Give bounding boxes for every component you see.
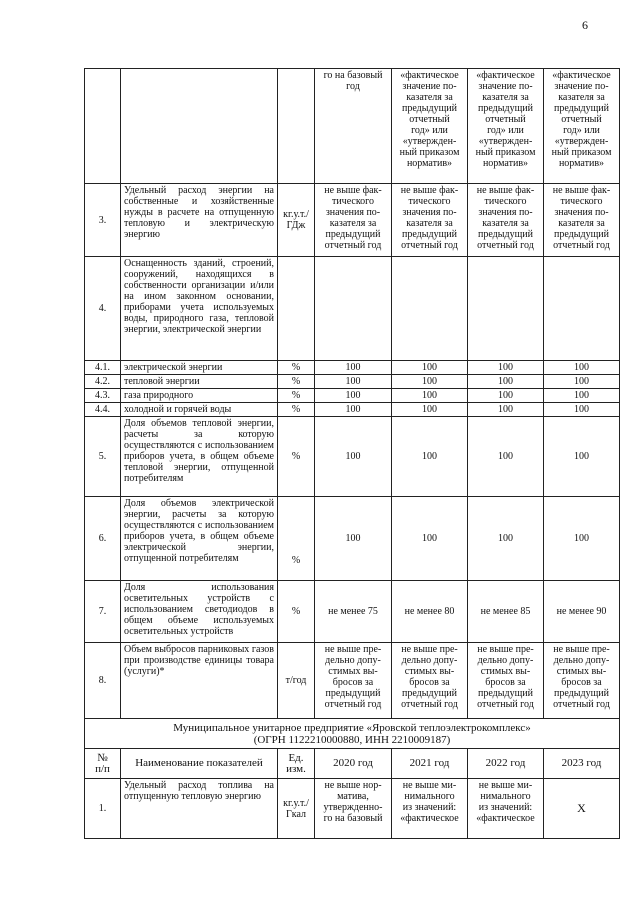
cell-value: X (544, 779, 620, 839)
cell-value (468, 257, 544, 361)
cell-value: 100 (468, 497, 544, 581)
cell-name: Оснащенность зданий, строений, сооружений, находящихся в собственности организации и/или на ином законном основании, приборами учета используемых воды, природного газа, тепловой энергии, электрической энергии (121, 257, 278, 361)
header-unit: Ед. изм. (278, 749, 315, 779)
cell-num: 7. (85, 581, 121, 643)
header-2021: 2021 год (392, 749, 468, 779)
cell-value: не выше фак- тического значения по- казателя за предыдущий отчетный год (468, 184, 544, 257)
cell-unit: % (278, 417, 315, 497)
cell-name: электрической энергии (121, 361, 278, 375)
org-name: Муниципальное унитарное предприятие «Яровской теплоэлектрокомплекс» (173, 721, 531, 734)
cell-2022: «фактическое значение по- казателя за предыдущий отчетный год» или «утвержден- ный приказом норматив» (468, 69, 544, 184)
cell-num: 4.1. (85, 361, 121, 375)
cell-value: не выше пре- дельно допу- стимых вы- бросов за предыдущий отчетный год (544, 643, 620, 719)
cell-value: 100 (544, 361, 620, 375)
cell-value: 100 (315, 361, 392, 375)
cell-value: 100 (468, 375, 544, 389)
table-row (85, 184, 620, 257)
cell-unit: кг.у.т./ Гкал (278, 779, 315, 839)
table-row (85, 581, 620, 643)
org-ids: (ОГРН 1122210000880, ИНН 2210009187) (253, 733, 451, 746)
cell-2020: го на базовый год (315, 69, 392, 184)
cell-value: не выше фак- тического значения по- казателя за предыдущий отчетный год (315, 184, 392, 257)
table-row (85, 417, 620, 497)
cell-num: 3. (85, 184, 121, 257)
cell-value: 100 (468, 417, 544, 497)
cell-num: 4.2. (85, 375, 121, 389)
cell-num: 5. (85, 417, 121, 497)
cell-value (544, 257, 620, 361)
cell-value: 100 (315, 389, 392, 403)
cell-name: Удельный расход топлива на отпущенную тепловую энергию (121, 779, 278, 839)
table-row (85, 389, 620, 403)
cell-value: 100 (315, 497, 392, 581)
cell-num: 1. (85, 779, 121, 839)
cell-2023: «фактическое значение по- казателя за предыдущий отчетный год» или «утвержден- ный приказом норматив» (544, 69, 620, 184)
cell-num: 8. (85, 643, 121, 719)
cell-unit: % (278, 375, 315, 389)
cell-unit: % (278, 389, 315, 403)
cell-value: 100 (392, 497, 468, 581)
cell-value: 100 (544, 403, 620, 417)
cell-value: 100 (392, 361, 468, 375)
table-row (85, 257, 620, 361)
column-header-row (85, 749, 620, 779)
org-row (85, 719, 620, 749)
cell-name: Доля объемов тепловой энергии, расчеты за которую осуществляются с использованием приборов учета, в общем объеме тепловой энергии, отпущенной потребителям (121, 417, 278, 497)
cell-value: не выше фак- тического значения по- казателя за предыдущий отчетный год (544, 184, 620, 257)
cell-name: Объем выбросов парниковых газов при производстве единицы товара (услуги)* (121, 643, 278, 719)
header-2020: 2020 год (315, 749, 392, 779)
cell-num: 4.4. (85, 403, 121, 417)
table-row (85, 643, 620, 719)
cell-value: 100 (468, 389, 544, 403)
cell-value: не менее 80 (392, 581, 468, 643)
cell-value: 100 (392, 375, 468, 389)
table-row (85, 779, 620, 839)
table-row (85, 361, 620, 375)
header-name: Наименование показателей (121, 749, 278, 779)
cell-unit: % (278, 581, 315, 643)
page-number: 6 (582, 18, 588, 32)
cell-value (315, 257, 392, 361)
cell-value: не выше фак- тического значения по- казателя за предыдущий отчетный год (392, 184, 468, 257)
cell-unit: т/год (278, 643, 315, 719)
indicators-table (84, 68, 620, 839)
cell-num (85, 69, 121, 184)
cell-value: 100 (544, 417, 620, 497)
cell-value: 100 (315, 417, 392, 497)
cell-value: не менее 75 (315, 581, 392, 643)
cell-value: 100 (544, 375, 620, 389)
cell-value: 100 (544, 497, 620, 581)
org-title-cell (85, 719, 620, 749)
cell-value: 100 (392, 403, 468, 417)
cell-value: 100 (468, 361, 544, 375)
cell-value: не выше нор- матива, утвержденно- го на базовый (315, 779, 392, 839)
cell-unit (278, 69, 315, 184)
cell-name: тепловой энергии (121, 375, 278, 389)
table-row (85, 497, 620, 581)
cell-value: не выше пре- дельно допу- стимых вы- бросов за предыдущий отчетный год (468, 643, 544, 719)
cell-num: 4. (85, 257, 121, 361)
cell-name (121, 69, 278, 184)
cell-unit: % (278, 403, 315, 417)
cell-unit: % (278, 361, 315, 375)
cell-value: 100 (315, 403, 392, 417)
header-num: № п/п (85, 749, 121, 779)
cell-value: не выше пре- дельно допу- стимых вы- бросов за предыдущий отчетный год (315, 643, 392, 719)
cell-value: 100 (392, 417, 468, 497)
cell-value: 100 (544, 389, 620, 403)
cell-unit (278, 257, 315, 361)
cell-num: 4.3. (85, 389, 121, 403)
cell-2021: «фактическое значение по- казателя за предыдущий отчетный год» или «утвержден- ный приказом норматив» (392, 69, 468, 184)
cell-value: не менее 85 (468, 581, 544, 643)
cell-name: Доля использования осветительных устройств с использованием светодиодов в общем объеме используемых осветительных устройств (121, 581, 278, 643)
cell-name: холодной и горячей воды (121, 403, 278, 417)
cell-name: Доля объемов электрической энергии, расчеты за которую осуществляются с использованием приборов учета, в общем объеме электрической энергии, отпущенной потребителям (121, 497, 278, 581)
cell-value: не выше пре- дельно допу- стимых вы- бросов за предыдущий отчетный год (392, 643, 468, 719)
cell-value: не менее 90 (544, 581, 620, 643)
cell-value: 100 (468, 403, 544, 417)
cell-unit: % (278, 497, 315, 581)
cell-value: не выше ми- нимального из значений: «фактическое (392, 779, 468, 839)
cell-value: не выше ми- нимального из значений: «фактическое (468, 779, 544, 839)
cell-unit: кг.у.т./ ГДж (278, 184, 315, 257)
table-row (85, 69, 620, 184)
header-2022: 2022 год (468, 749, 544, 779)
cell-name: Удельный расход энергии на собственные и хозяйственные нужды в расчете на отпущенную тепловую и электрическую энергию (121, 184, 278, 257)
cell-num: 6. (85, 497, 121, 581)
cell-value: 100 (315, 375, 392, 389)
header-2023: 2023 год (544, 749, 620, 779)
cell-name: газа природного (121, 389, 278, 403)
cell-value (392, 257, 468, 361)
table-row (85, 375, 620, 389)
table-row (85, 403, 620, 417)
cell-value: 100 (392, 389, 468, 403)
